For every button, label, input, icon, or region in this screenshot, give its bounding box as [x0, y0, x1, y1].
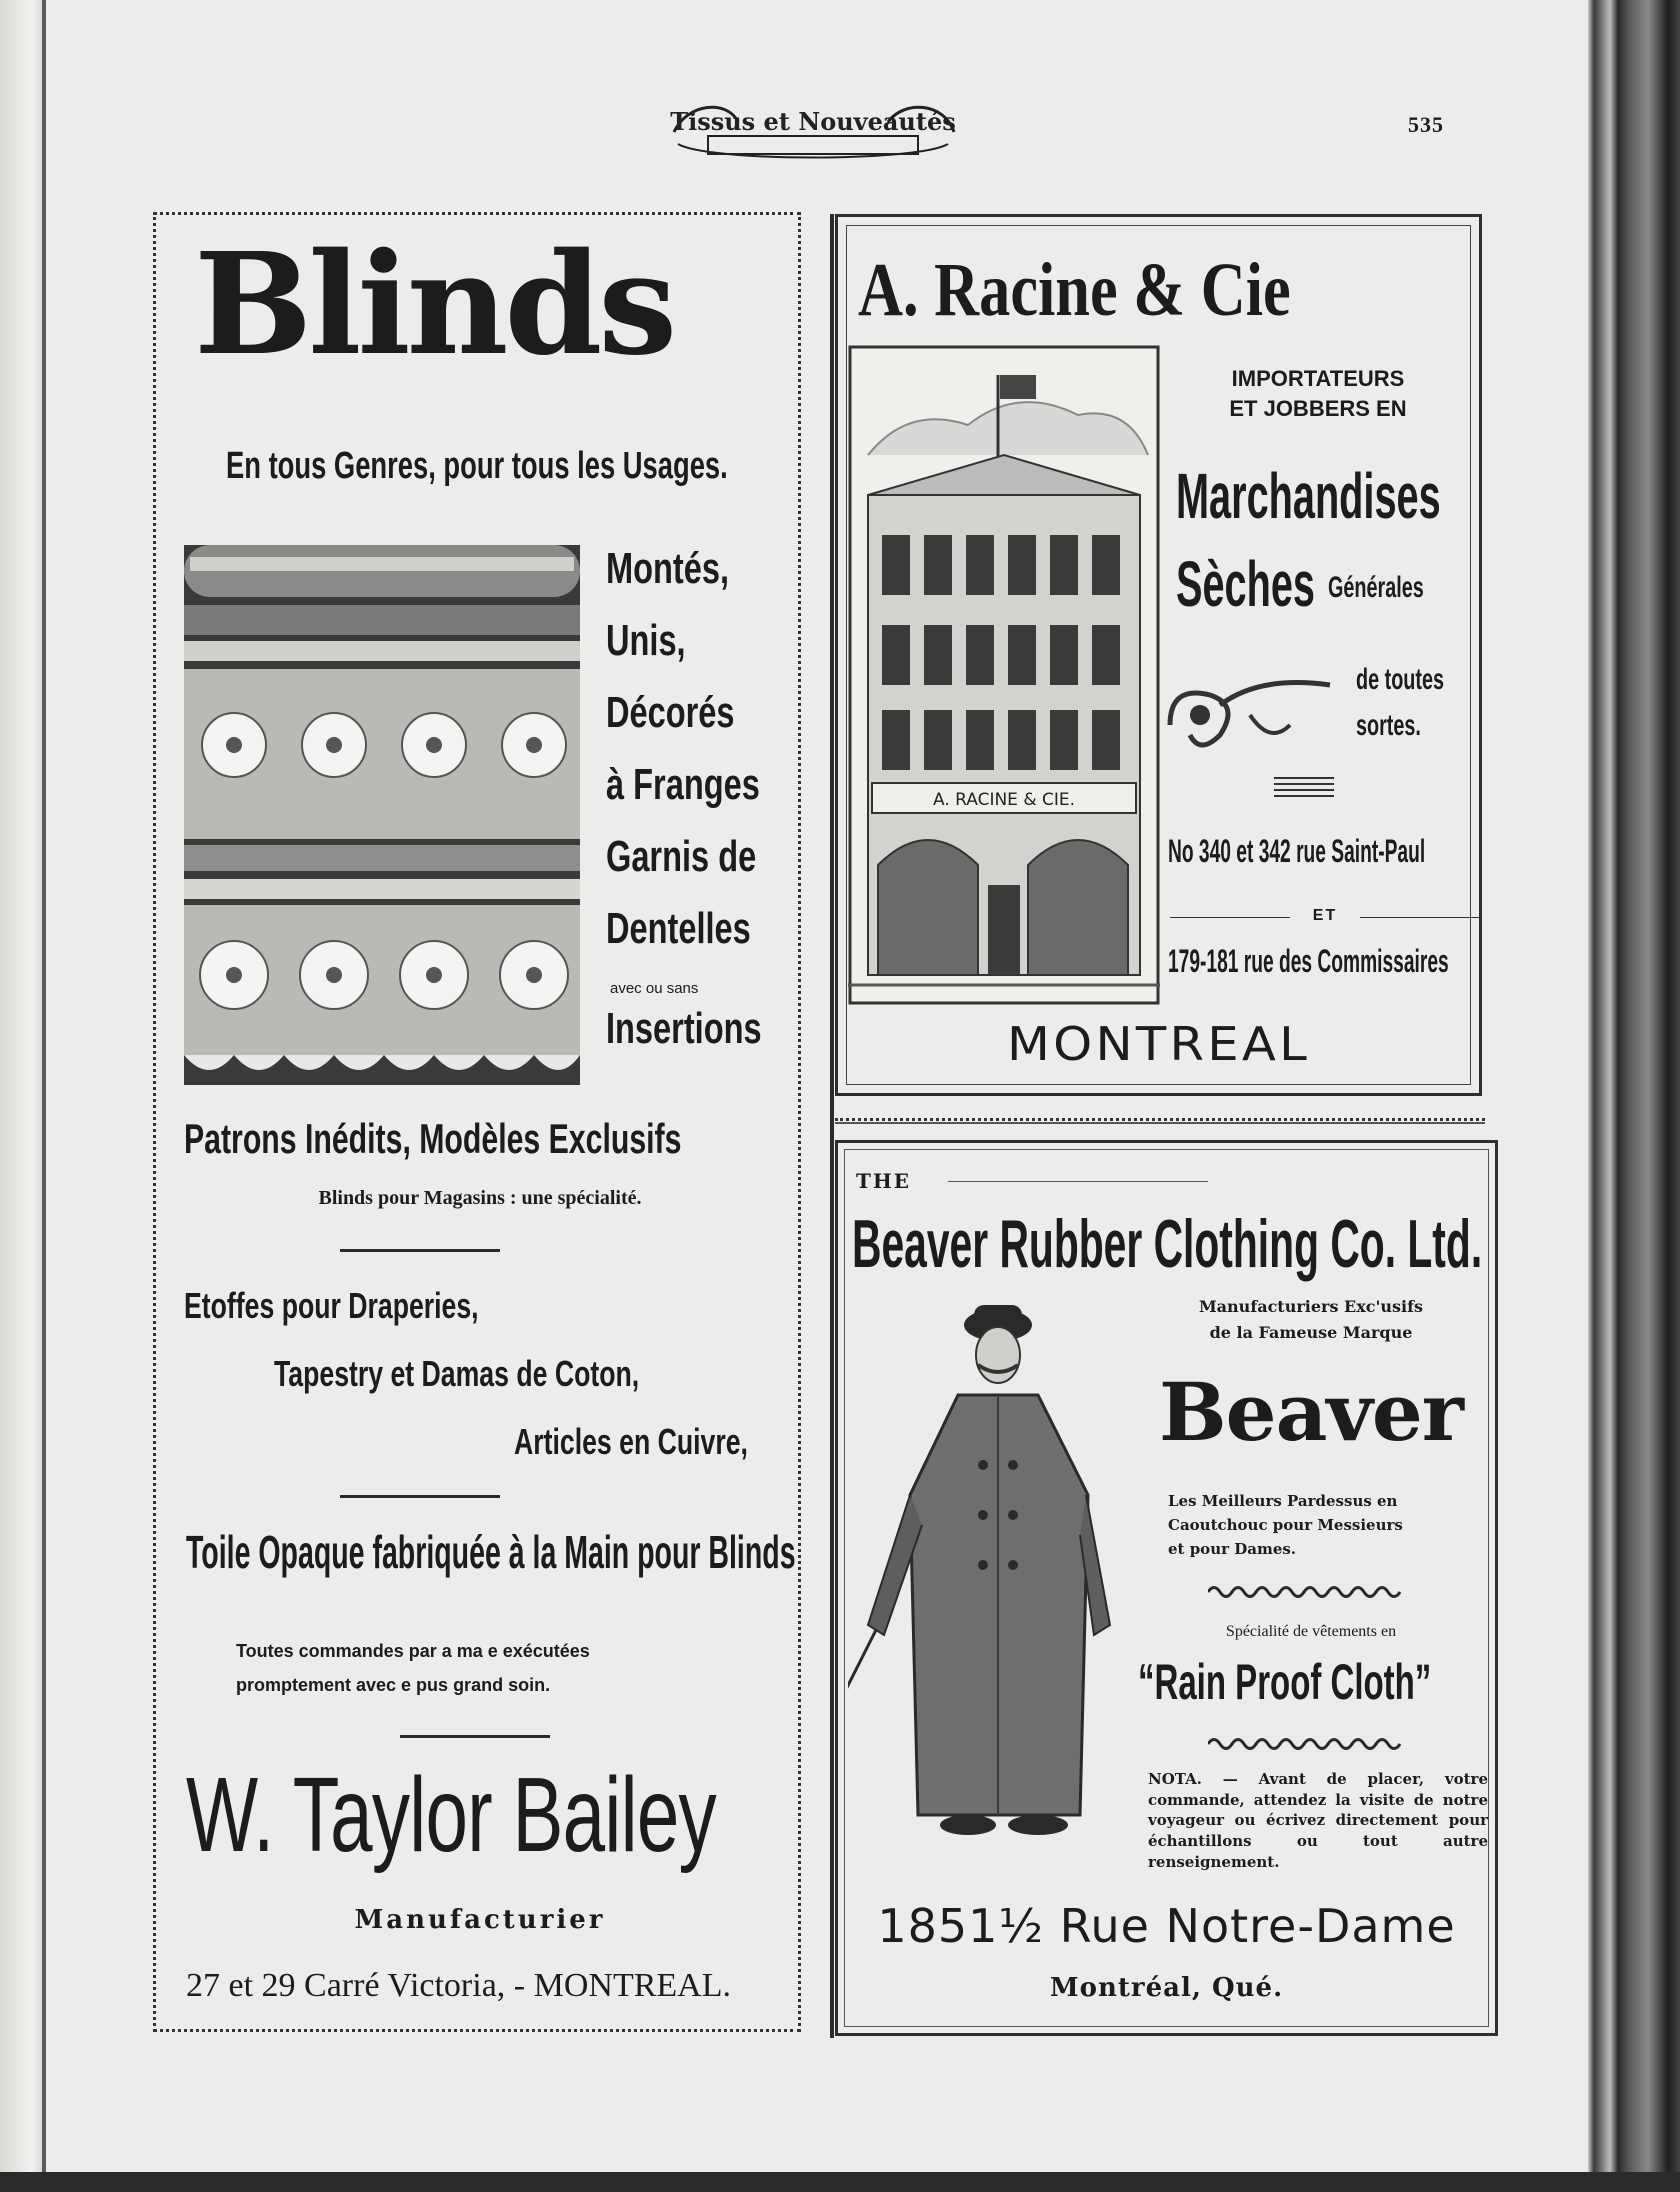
toile-line: Toile Opaque fabriquée à la Main pour Blinds [186, 1526, 796, 1578]
horizontal-divider [835, 1118, 1485, 1124]
manufacturiers-line-2: de la Fameuse Marque [1209, 1323, 1413, 1342]
de-toutes-text: de toutes [1356, 663, 1445, 696]
feature-montes: Montés, [606, 544, 730, 593]
manufacturier-label: Manufacturier [354, 1905, 606, 1935]
specialty-line: Blinds pour Magasins : une spécialité. [318, 1187, 642, 1209]
company-name-taylor-bailey: W. Taylor Bailey [186, 1756, 716, 1874]
decorative-swirl [1160, 655, 1340, 765]
patrons-line: Patrons Inédits, Modèles Exclusifs [184, 1115, 682, 1162]
left-binding-edge [0, 0, 46, 2192]
manufacturiers-line-1: Manufacturiers Exc'usifs [1198, 1297, 1424, 1316]
meilleurs-line-3: et pour Dames. [1168, 1540, 1297, 1558]
feature-garnis: Garnis de [606, 832, 757, 881]
beaver-brand: Beaver [1159, 1365, 1463, 1459]
racine-address-1: No 340 et 342 rue Saint-Paul [1168, 833, 1426, 869]
column-divider [830, 214, 834, 2038]
importateurs-line-1: IMPORTATEURS [1231, 366, 1405, 391]
beaver-address: 1851½ Rue Notre-Dame [877, 1899, 1456, 1953]
the-rule [948, 1181, 1208, 1182]
separator-rule [340, 1495, 500, 1498]
separator-rule [400, 1735, 550, 1738]
etoffes-line-1: Etoffes pour Draperies, [184, 1285, 479, 1326]
lace-blind-illustration [184, 545, 580, 1085]
decorative-rule-mark [1274, 773, 1334, 803]
bottom-edge [0, 2172, 1680, 2192]
beaver-company-name: Beaver Rubber Clothing Co. Ltd. [852, 1206, 1483, 1282]
commandes-line-2: promptement avec e pus grand soin. [236, 1675, 551, 1695]
feature-unis: Unis, [606, 616, 686, 665]
wavy-rule [1208, 1735, 1408, 1753]
beaver-advertisement [835, 1140, 1498, 2036]
generales-text: Générales [1328, 571, 1424, 604]
man-in-overcoat-illustration [848, 1295, 1138, 1875]
separator-rule [340, 1249, 500, 1252]
wavy-rule [1208, 1583, 1408, 1601]
building-sign: A. RACINE & CIE. [932, 790, 1076, 810]
blinds-title: Blinds [194, 223, 674, 387]
et-rule-left [1170, 917, 1290, 918]
right-binding-edge [1588, 0, 1680, 2192]
the-label: THE [856, 1169, 912, 1193]
feature-avec-ou-sans: avec ou sans [610, 980, 699, 997]
et-rule-right [1360, 917, 1480, 918]
blinds-tagline: En tous Genres, pour tous les Usages. [226, 445, 728, 487]
journal-logo [668, 92, 958, 168]
racine-address-2: 179-181 rue des Commissaires [1168, 943, 1449, 979]
sortes-text: sortes. [1356, 709, 1421, 742]
feature-dentelles: Dentelles [606, 904, 751, 953]
feature-franges: à Franges [606, 760, 760, 809]
importateurs-line-2: ET JOBBERS EN [1229, 396, 1407, 421]
feature-insertions: Insertions [606, 1004, 762, 1053]
racine-advertisement [835, 214, 1482, 1096]
nota-paragraph: NOTA. — Avant de placer, votre commande, attendez la visite de notre voyageur ou écrivez directement pour échantillons ou tout autre renseignement. [1148, 1770, 1488, 1871]
logo-text-top: Tissus et Nouveautés [670, 107, 956, 136]
marchandises-text: Marchandises [1176, 460, 1441, 532]
racine-title: A. Racine & Cie [858, 248, 1291, 332]
feature-decores: Décorés [606, 688, 735, 737]
commandes-line-1: Toutes commandes par a ma e exécutées [236, 1641, 590, 1661]
blinds-address: 27 et 29 Carré Victoria, - MONTREAL. [186, 1967, 731, 2004]
racine-city: MONTREAL [1007, 1017, 1310, 1071]
seches-text: Sèches [1176, 548, 1315, 620]
beaver-city: Montréal, Qué. [1049, 1973, 1284, 2003]
et-label: ET [1312, 907, 1338, 924]
etoffes-line-2: Tapestry et Damas de Coton, [274, 1353, 640, 1394]
page-number: 535 [1408, 112, 1444, 137]
blinds-advertisement [153, 212, 801, 2032]
rain-proof-cloth: “Rain Proof Cloth” [1138, 1654, 1432, 1710]
racine-building-illustration [848, 345, 1160, 1005]
specialite-line: Spécialité de vêtements en [1225, 1623, 1397, 1640]
meilleurs-line-2: Caoutchouc pour Messieurs [1168, 1516, 1403, 1534]
meilleurs-line-1: Les Meilleurs Pardessus en [1168, 1492, 1398, 1510]
etoffes-line-3: Articles en Cuivre, [514, 1421, 748, 1462]
